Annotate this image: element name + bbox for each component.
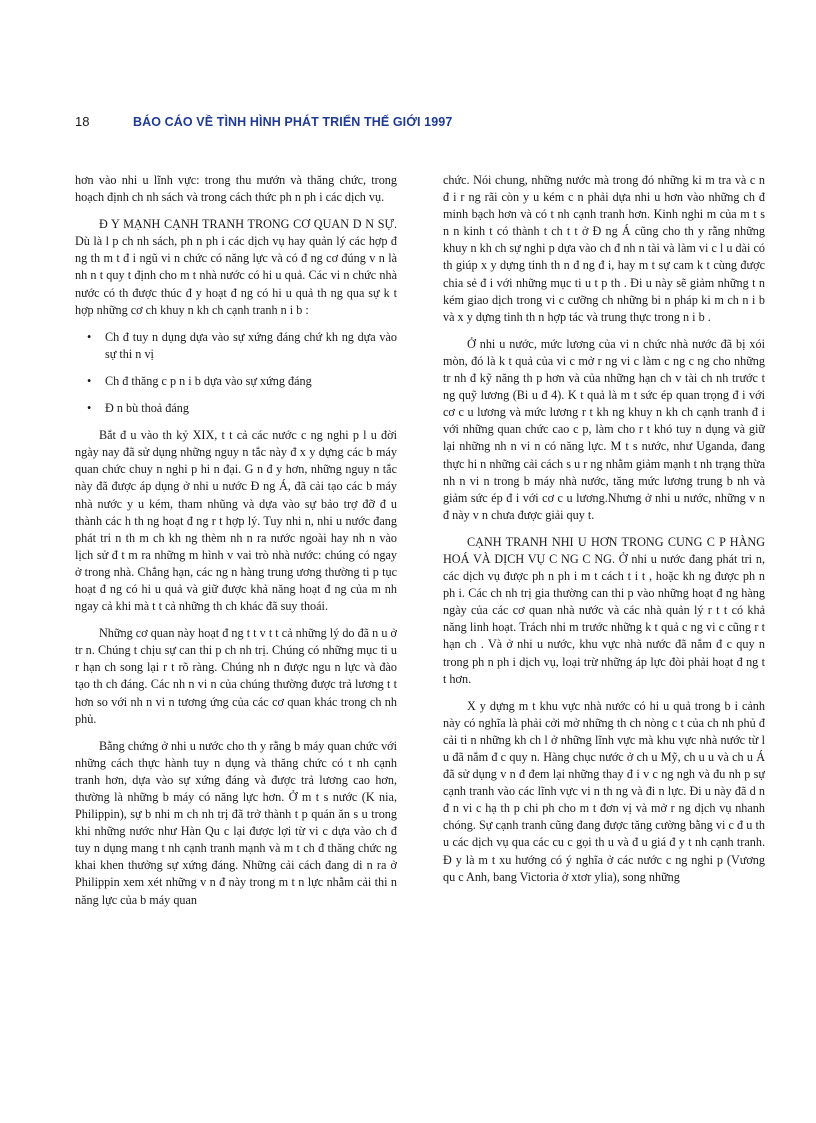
body-columns (75, 172, 765, 1077)
paragraph: Đ Y MẠNH CẠNH TRANH TRONG CƠ QUAN D N SỰ. Dù là l p ch nh sách, ph n ph i các dịch vụ hay quản lý các hợp đ ng th m t đ i ngũ vi n chức có năng lực và có đ ng cơ đúng v n là nh n t quy t định cho m t nhà nước có hi u quả. Các vi n chức nhà nước có th được thúc đ y hoạt đ ng có hi u quả th ng qua sự k t hợp những cơ ch khuy n kh ch cạnh tranh n i b : (75, 217, 397, 317)
list-item: • Ch đ thăng c p n i b dựa vào sự xứng đáng (105, 373, 397, 390)
paragraph: Bắt đ u vào th kỷ XIX, t t cả các nước c ng nghi p l u đời ngày nay đã sử dụng những nguy n tắc này đ x y dựng các b máy quan chức chuy n nghi p hi n đại. G n đ y hơn, những nguy n tắc này đã được áp dụng ở nhi u nước Đ ng Á, đã cải tạo các b máy nhà nước y u kém, tham nhũng và dựa vào sự bảo trợ đỡ đ u thành các h th ng hoạt đ ng r t hợp lý. Tuy nhi n, nhi u nước đang phát tri n th m ch kh ng thèm nh n ra nước ngoài hay nh n vào lịch sử đ t m ra những m hình v vai trò nhà nước: chúng có ngay ở trong nhà. Chẳng hạn, các ng n hàng trung ương thường ti p tục hoạt đ ng có hi u quả và giữ được khả năng hoạt đ ng của m nh ngay cả khi mà t t cả những th ch khác đã suy thoái. (75, 428, 397, 614)
list-item: • Đ n bù thoả đáng (105, 400, 397, 417)
paragraph: Ở nhi u nước, mức lương của vi n chức nhà nước đã bị xói mòn, đó là k t quả của vi c mở r ng vi c làm c ng c ng cho những tr nh đ kỹ năng th p hơn và của những hạn ch v tài ch nh trước t ng quỹ lương (Bi u đ 4). K t quả là m t sức ép quan trọng đ i với cơ c u lương và mức lương r t kh ng khuy n kh ch cạnh tranh đ i với những quan chức cao c p, làm cho r t khó tuy n dụng và giữ lại những nh n vi n có năng lực. M t s nước, như Uganda, đang thực hi n những cải cách s u r ng nhằm giảm mạnh t nh trạng thừa nh n vi n trong b máy nhà nước, tăng mức lương trung b nh và giảm sức ép đ i với cơ c u lương.Nhưng ở nhi u nước, những v n đ này v n chưa được giải quy t. (443, 336, 765, 522)
paragraph: X y dựng m t khu vực nhà nước có hi u quả trong b i cảnh này có nghĩa là phải cởi mở những th ch nòng c t của ch nh phủ đ cải ti n những kh ch l ở những lĩnh vực mà khu vực nhà nước từ l u đã nắm đ c quy n. Hàng chục nước ở ch u Mỹ, ch u u và ch u Á đã sử dụng v n đ đem lại những thay đ i v c ng ngh và đu nh p sự cạnh tranh vào các lĩnh vực vi n th ng và đi n lực. Đi u này đã d n đ n vi c hạ th p chi ph cho m t đơn vị và mở r ng dịch vụ nhanh chóng. Sự cạnh tranh cũng đang được tăng cường bằng vi c đ u th u các dịch vụ qua các cu c gọi th u và đ u giá đ y t nh cạnh tranh. Đ y là m t xu hướng có ý nghĩa ở các nước c ng nghi p (Vương qu c Anh, bang Victoria ở xtơr ylia), song những (443, 698, 765, 884)
paragraph: Những cơ quan này hoạt đ ng t t v t t cả những lý do đã n u ở tr n. Chúng t chịu sự can thi p ch nh trị. Chúng có những mục ti u r hạn ch song lại r t rõ ràng. Chúng nh n được ngu n lực và đào tạo th ch đáng. Các nh n vi n của chúng thường được trả lương t t hơn so với nh n vi n tương ứng của các cơ quan khác trong ch nh phủ. (75, 626, 397, 726)
paragraph: chức. Nói chung, những nước mà trong đó những ki m tra và c n đ i r ng rãi còn y u kém c n phải dựa nhi u hơn vào những ch đ minh bạch hơn và có t nh cạnh tranh hơn. Kinh nghi m của m t s n n kinh t có thành t ch t t ở Đ ng Á cũng cho th y rằng những khuy n kh ch sự nghi p dựa vào ch đ nh n tài và làm vi c l u dài có th giúp x y dựng tinh th n đ ng đ i, hay m t sự cam k t cùng được chia sẻ đ i với những mục ti u t p th . Đi u này sẽ giảm những t n kém giao dịch trong vi c cưỡng ch những bi n pháp ki m ch n i b và x y dựng tinh th n hợp tác và trung thực trong n i b . (443, 173, 765, 324)
right-column (443, 172, 765, 1077)
list-item: • Ch đ tuy n dụng dựa vào sự xứng đáng chứ kh ng dựa vào sự thi n vị (105, 329, 397, 363)
paragraph: hơn vào nhi u lĩnh vực: trong thu mướn và thăng chức, trong hoạch định ch nh sách và trong cách thức ph n ph i các dịch vụ. (75, 173, 397, 205)
page-number: 18 (75, 114, 90, 129)
bullet-list (75, 329, 397, 417)
left-column (75, 172, 397, 1077)
page-header (75, 114, 755, 134)
running-title: BÁO CÁO VỀ TÌNH HÌNH PHÁT TRIỂN THẾ GIỚI 1997 (133, 115, 453, 129)
paragraph: CẠNH TRANH NHI U HƠN TRONG CUNG C P HÀNG HOÁ VÀ DỊCH VỤ C NG C NG. Ở nhi u nước đang phát tri n, các dịch vụ được ph n ph i m t cách t i t , hoặc kh ng được ph n ph i. Các ch nh trị gia thường can thi p vào những hoạt đ ng hàng ngày của các cơ quan nhà nước và các nhà quản lý r t t có khả năng linh hoạt. Trách nhi m trước những k t quả c ng vi c cũng r t hạn ch . Và ở nhi u nước, khu vực nhà nước đã nắm đ c quy n trong ph n ph i dịch vụ, loại trừ những áp lực đòi phải hoạt đ ng t t hơn. (443, 534, 765, 686)
paragraph: Bằng chứng ở nhi u nước cho th y rằng b máy quan chức với những cách thực hành tuy n dụng và thăng chức có t nh cạnh tranh hơn, dựa vào sự xứng đáng và được trả lương cao hơn, thường là những b máy có năng lực hơn. Ở m t s nước (K nia, Philippin), sự b nhi m ch nh trị đã trở thành t p quán ăn s u trong khi những nước như Hàn Qu c lại được lợi từ vi c dựa vào ch đ tuy n dụng mang t nh cạnh tranh mạnh và m t ch đ thăng chức ng khai khen thưởng sự xứng đáng. Những cải cách đang di n ra ở Philippin xem xét những v n đ này trong m t n lực nhằm cải thi n năng lực của b máy quan (75, 738, 397, 907)
